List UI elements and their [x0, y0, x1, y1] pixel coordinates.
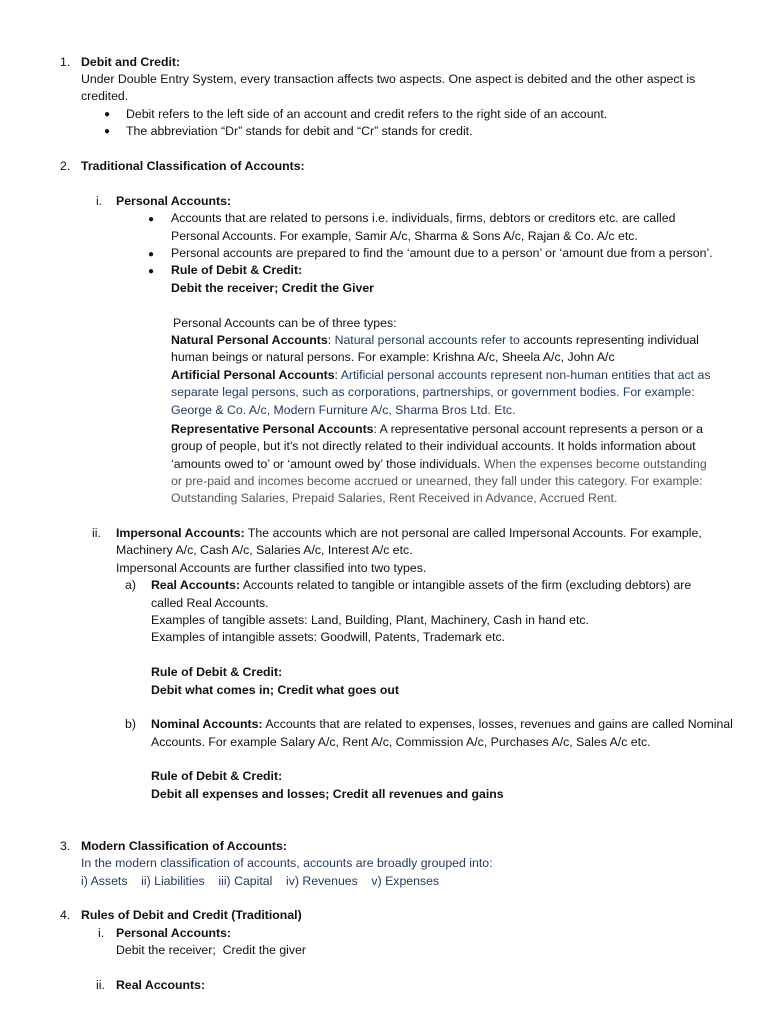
real-accounts-line2: called Real Accounts. [151, 596, 269, 610]
real-rule-text: Debit what comes in; Credit what goes out [151, 683, 400, 697]
impersonal-accounts-line3: Impersonal Accounts are further classified into two types. [116, 561, 427, 575]
personal-bullet-1-line2: Personal Accounts. For example, Samir A/c, Sharma & Sons A/c, Rajan & Co. A/c etc. [171, 229, 638, 243]
bullet-icon: ● [104, 109, 111, 120]
nominal-rule-text: Debit all expenses and losses; Credit all revenues and gains [151, 787, 504, 801]
section-4-real-title: Real Accounts: [116, 978, 206, 992]
section-1-bullet-2: The abbreviation “Dr” stands for debit and “Cr” stands for credit. [126, 124, 473, 138]
impersonal-accounts-number: ii. [92, 526, 101, 540]
personal-accounts-number: i. [96, 194, 103, 208]
artificial-personal-line1: Artificial Personal Accounts: Artificial personal accounts represent non-human entities that act as [171, 368, 711, 382]
personal-types-intro: Personal Accounts can be of three types: [173, 316, 397, 330]
representative-personal-line3: ‘amounts owed to’ or ‘amount owed by’ those individuals. When the expenses become outstanding [171, 457, 707, 471]
artificial-personal-line3: George & Co. A/c, Modern Furniture A/c, Sharma Bros Ltd. Etc. [171, 403, 516, 417]
natural-personal-line1: Natural Personal Accounts: Natural personal accounts refer to accounts representing individual [171, 333, 699, 347]
impersonal-accounts-line1: Impersonal Accounts: The accounts which are not personal are called Impersonal Accounts. For example, [116, 526, 702, 540]
bullet-icon: ● [148, 214, 155, 225]
section-4-title: Rules of Debit and Credit (Traditional) [81, 908, 302, 922]
bullet-icon: ● [148, 266, 155, 277]
section-4-personal-number: i. [98, 926, 105, 940]
section-4-personal-rule: Debit the receiver; Credit the giver [116, 943, 307, 957]
real-tangible-examples: Examples of tangible assets: Land, Building, Plant, Machinery, Cash in hand etc. [151, 613, 589, 627]
nominal-accounts-number: b) [125, 717, 136, 731]
section-3-intro: In the modern classification of accounts, accounts are broadly grouped into: [81, 856, 493, 870]
real-rule-label: Rule of Debit & Credit: [151, 665, 283, 679]
representative-personal-line2: group of people, but it's not directly related to their individual accounts. It holds information about [171, 439, 696, 453]
personal-accounts-title: Personal Accounts: [116, 194, 232, 208]
nominal-accounts-line1: Nominal Accounts: Accounts that are related to expenses, losses, revenues and gains are called Nominal [151, 717, 733, 731]
section-3-title: Modern Classification of Accounts: [81, 839, 287, 853]
real-intangible-examples: Examples of intangible assets: Goodwill, Patents, Trademark etc. [151, 630, 506, 644]
section-2-title: Traditional Classification of Accounts: [81, 159, 305, 173]
real-accounts-line1: Real Accounts: Accounts related to tangible or intangible assets of the firm (excluding debtors) are [151, 578, 692, 592]
personal-bullet-2: Personal accounts are prepared to find the ‘amount due to a person’ or ‘amount due from a person’. [171, 246, 713, 260]
section-1-bullet-1: Debit refers to the left side of an account and credit refers to the right side of an account. [126, 107, 608, 121]
representative-personal-line1: Representative Personal Accounts: A representative personal account represents a person or a [171, 422, 703, 436]
bullet-icon: ● [104, 126, 111, 137]
nominal-accounts-line2: Accounts. For example Salary A/c, Rent A/c, Commission A/c, Purchases A/c, Sales A/c etc. [151, 735, 651, 749]
section-2-number: 2. [60, 159, 71, 173]
bullet-icon: ● [148, 249, 155, 260]
section-4-personal-title: Personal Accounts: [116, 926, 232, 940]
personal-bullet-1-line1: Accounts that are related to persons i.e. individuals, firms, debtors or creditors etc. are called [171, 211, 676, 225]
section-4-real-number: ii. [96, 978, 105, 992]
section-1-intro-line2: credited. [81, 89, 129, 103]
section-3-number: 3. [60, 839, 71, 853]
real-accounts-number: a) [125, 578, 136, 592]
representative-personal-line4: or pre-paid and incomes become accrued or unearned, they fall under this category. For example: [171, 474, 703, 488]
section-1-number: 1. [60, 55, 71, 69]
impersonal-accounts-line2: Machinery A/c, Cash A/c, Salaries A/c, Interest A/c etc. [116, 543, 413, 557]
section-1-title: Debit and Credit: [81, 55, 181, 69]
section-1-intro-line1: Under Double Entry System, every transaction affects two aspects. One aspect is debited and the other aspect is [81, 72, 696, 86]
natural-personal-line2: human beings or natural persons. For example: Krishna A/c, Sheela A/c, John A/c [171, 350, 615, 364]
nominal-rule-label: Rule of Debit & Credit: [151, 769, 283, 783]
personal-rule-text: Debit the receiver; Credit the Giver [171, 281, 374, 295]
personal-rule-label: Rule of Debit & Credit: [171, 263, 303, 277]
section-3-items: i) Assets ii) Liabilities iii) Capital iv) Revenues v) Expenses [81, 874, 440, 888]
artificial-personal-line2: separate legal persons, such as corporations, partnerships, or government bodies. For example: [171, 385, 695, 399]
section-4-number: 4. [60, 908, 71, 922]
representative-personal-line5: Outstanding Salaries, Prepaid Salaries, Rent Received in Advance, Accrued Rent. [171, 491, 618, 505]
